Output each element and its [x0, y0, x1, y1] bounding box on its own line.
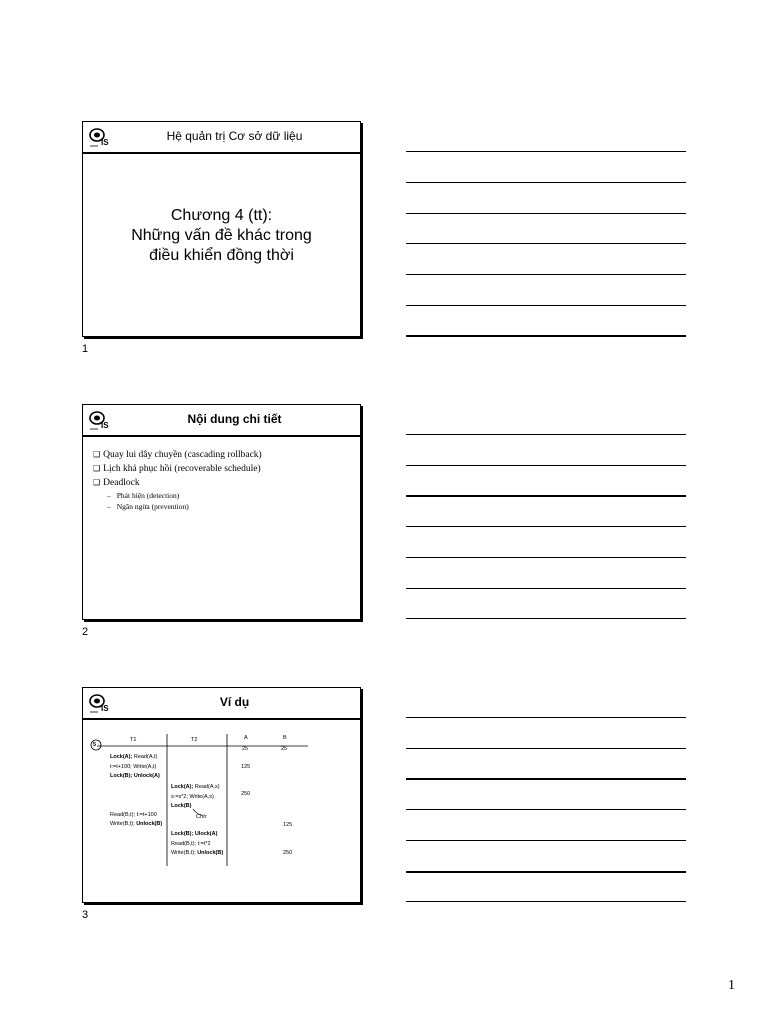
- svg-text:IS: IS: [101, 138, 109, 147]
- column-header: T1: [130, 737, 137, 743]
- note-line: [406, 182, 686, 183]
- note-line: [406, 778, 686, 780]
- t2-step: Lock(B); Ulock(A): [171, 831, 218, 837]
- note-line: [406, 526, 686, 527]
- note-line: [406, 213, 686, 214]
- note-line: [406, 901, 686, 902]
- note-line: [406, 305, 686, 306]
- t2-step: Lock(A); Read(A,s): [171, 784, 220, 790]
- t1-step: Lock(B); Unlock(A): [110, 773, 160, 779]
- t2-step: s:=s*2; Write(A,s): [171, 794, 214, 800]
- bullet-item: ❑ Quay lui dây chuyền (cascading rollback): [93, 448, 262, 462]
- chapter-line: Những vấn đề khác trong: [131, 227, 312, 244]
- column-header: B: [283, 735, 287, 741]
- column-header: A: [244, 735, 248, 741]
- slide-2: [82, 404, 361, 620]
- slide-header: [83, 405, 360, 437]
- sub-bullet-item: – Ngăn ngừa (prevention): [93, 501, 262, 512]
- slide-number: 1: [82, 343, 89, 355]
- column-header: T2: [191, 737, 198, 743]
- note-line: [406, 840, 686, 841]
- note-line: [406, 809, 686, 810]
- note-line: [406, 465, 686, 466]
- bullet-item: ❑ Lịch khả phục hồi (recoverable schedule): [93, 462, 262, 476]
- note-line: [406, 274, 686, 275]
- chapter-title: [83, 206, 360, 266]
- value-cell: 250: [241, 791, 251, 797]
- slide-3: [82, 687, 361, 903]
- slide-1: [82, 121, 361, 337]
- svg-text:IS: IS: [101, 704, 109, 713]
- note-line: [406, 618, 686, 619]
- slide-header: [83, 122, 360, 154]
- chapter-line: điều khiển đồng thời: [149, 247, 294, 264]
- value-cell: 250: [283, 850, 293, 856]
- slide-title: Ví dụ: [219, 695, 250, 709]
- t2-step: Read(B,t); t:=t*2: [171, 841, 211, 847]
- value-cell: 25: [242, 746, 249, 752]
- note-line: [406, 243, 686, 244]
- t1-step: Write(B,t); Unlock(B): [110, 821, 163, 827]
- is-logo-icon: [88, 409, 112, 431]
- t1-step: Read(B,t); t:=t+100: [110, 812, 157, 818]
- value-cell: 125: [283, 822, 293, 828]
- svg-text:IS: IS: [101, 421, 109, 430]
- bullet-item: ❑ Deadlock: [93, 476, 262, 490]
- note-line: [406, 717, 686, 718]
- value-cell: 125: [241, 764, 251, 770]
- step-marker: 5: [93, 742, 97, 748]
- note-line: [406, 588, 686, 589]
- note-line: [406, 748, 686, 749]
- slide-title: Hệ quản trị Cơ sở dữ liệu: [166, 129, 303, 143]
- t1-step: Lock(A); Read(A,t): [110, 754, 158, 760]
- value-cell: 25: [281, 746, 288, 752]
- page-number: 1: [728, 978, 735, 993]
- note-line: [406, 151, 686, 152]
- bullet-list: [93, 448, 262, 512]
- wait-label: Chờ: [196, 814, 207, 820]
- t1-step: t:=t+100; Write(A,t): [110, 764, 157, 770]
- is-logo-icon: [88, 126, 112, 148]
- t2-step: Write(B,t); Unlock(B): [171, 850, 224, 856]
- note-line: [406, 495, 686, 497]
- slide-title: Nội dung chi tiết: [187, 412, 282, 426]
- note-line: [406, 557, 686, 558]
- slide-number: 3: [82, 909, 89, 921]
- note-line: [406, 871, 686, 873]
- table-lines: [83, 688, 360, 902]
- t2-step: Lock(B): [171, 803, 192, 809]
- slide-number: 2: [82, 626, 89, 638]
- sub-bullet-item: – Phát hiện (detection): [93, 490, 262, 501]
- chapter-line: Chương 4 (tt):: [170, 207, 273, 224]
- note-line: [406, 434, 686, 435]
- note-line: [406, 335, 686, 337]
